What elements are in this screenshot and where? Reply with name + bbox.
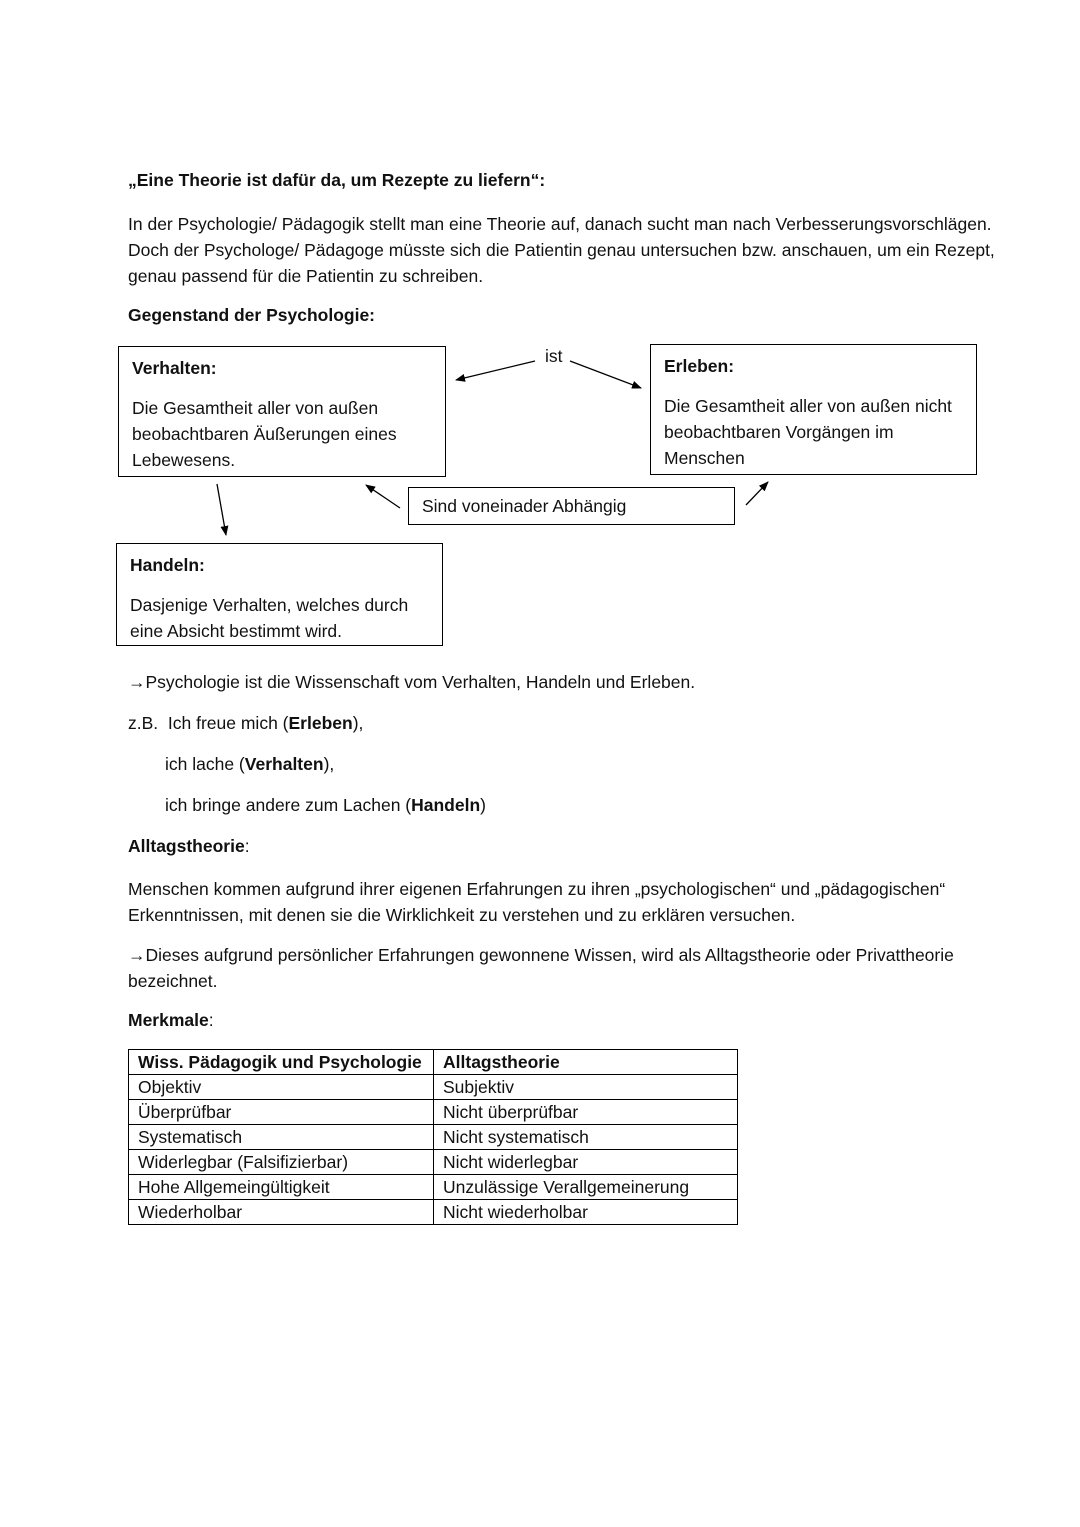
example-2-text: ich lache ( <box>165 754 245 774</box>
arrow-ist-to-erleben <box>570 361 641 388</box>
verhalten-title: Verhalten: <box>132 358 217 378</box>
table-row <box>129 1175 738 1200</box>
table-row <box>129 1125 738 1150</box>
verhalten-text: Die Gesamtheit aller von außen beobachtbaren Äußerungen eines Lebewesens. <box>132 398 397 470</box>
table-cell: Systematisch <box>129 1125 434 1150</box>
alltag-conclusion-text: Dieses aufgrund persönlicher Erfahrungen gewonnene Wissen, wird als Alltagstheorie oder Privattheorie bezeichnet. <box>128 945 954 991</box>
handeln-text: Dasjenige Verhalten, welches durch eine Absicht bestimmt wird. <box>130 595 409 641</box>
table-cell: Nicht widerlegbar <box>434 1150 738 1175</box>
table-row <box>129 1150 738 1175</box>
definition-text: Psychologie ist die Wissenschaft vom Verhalten, Handeln und Erleben. <box>145 672 696 692</box>
example-1-keyword: Erleben <box>288 713 353 733</box>
table-header-cell: Alltagstheorie <box>434 1050 738 1075</box>
definition-line <box>128 672 695 693</box>
diagram-arrows <box>0 0 1080 700</box>
table-cell: Nicht systematisch <box>434 1125 738 1150</box>
table-cell: Überprüfbar <box>129 1100 434 1125</box>
handeln-title: Handeln: <box>130 555 205 575</box>
heading-alltag-text: Alltagstheorie <box>128 836 245 856</box>
heading-merkmale-colon: : <box>208 1010 214 1030</box>
table-header-cell: Wiss. Pädagogik und Psychologie <box>129 1050 434 1075</box>
example-2-keyword: Verhalten <box>244 754 324 774</box>
arrow-abhaengig-to-verhalten <box>366 485 400 508</box>
example-line-2 <box>165 754 334 775</box>
heading-merkmale <box>128 1010 214 1031</box>
heading-theory: „Eine Theorie ist dafür da, um Rezepte zu liefern“: <box>128 170 546 190</box>
merkmale-table <box>128 1049 738 1225</box>
table-cell: Widerlegbar (Falsifizierbar) <box>129 1150 434 1175</box>
ist-label: ist <box>545 346 563 366</box>
table-cell: Nicht wiederholbar <box>434 1200 738 1225</box>
example-line-3 <box>165 795 486 816</box>
heading-merkmale-text: Merkmale <box>128 1010 209 1030</box>
arrow-abhaengig-to-erleben <box>746 482 768 505</box>
heading-gegenstand: Gegenstand der Psychologie: <box>128 305 375 325</box>
heading-alltag-colon: : <box>244 836 250 856</box>
table-cell: Wiederholbar <box>129 1200 434 1225</box>
abhaengig-label: Sind voneinader Abhängig <box>422 496 627 516</box>
example-3-keyword: Handeln <box>411 795 481 815</box>
arrow-ist-to-verhalten <box>456 361 535 380</box>
erleben-text: Die Gesamtheit aller von außen nicht beobachtbaren Vorgängen im Menschen <box>664 396 952 468</box>
table-header-row <box>129 1050 738 1075</box>
alltag-paragraph: Menschen kommen aufgrund ihrer eigenen Erfahrungen zu ihren „psychologischen“ und „pädagogischen“ Erkenntnissen, mit denen sie die Wirklichkeit zu verstehen und zu erklären versuchen. <box>128 879 946 925</box>
table-cell: Objektiv <box>129 1075 434 1100</box>
table-cell: Unzulässige Verallgemeinerung <box>434 1175 738 1200</box>
table-cell: Subjektiv <box>434 1075 738 1100</box>
table-cell: Hohe Allgemeingültigkeit <box>129 1175 434 1200</box>
right-arrow-icon: → <box>128 945 146 965</box>
intro-paragraph: In der Psychologie/ Pädagogik stellt man eine Theorie auf, danach sucht man nach Verbesserungsvorschlägen. Doch der Psychologe/ Pädagoge müsste sich die Patientin genau untersuchen bzw. anschauen, um ein Rezept, genau passend für die Patientin zu schreiben. <box>128 214 995 286</box>
example-prefix: z.B. <box>128 713 159 733</box>
alltag-conclusion <box>128 942 1008 994</box>
example-3-text: ich bringe andere zum Lachen ( <box>165 795 412 815</box>
example-2-end: ), <box>323 754 335 774</box>
right-arrow-icon: → <box>128 672 146 692</box>
table-row <box>129 1100 738 1125</box>
example-1-text: Ich freue mich ( <box>167 713 289 733</box>
example-line-1 <box>128 713 363 734</box>
arrow-verhalten-to-handeln <box>217 484 226 535</box>
table-row <box>129 1200 738 1225</box>
erleben-title: Erleben: <box>664 356 735 376</box>
example-1-end: ), <box>352 713 364 733</box>
table-row <box>129 1075 738 1100</box>
heading-alltag <box>128 836 250 857</box>
table-cell: Nicht überprüfbar <box>434 1100 738 1125</box>
example-3-end: ) <box>480 795 486 815</box>
